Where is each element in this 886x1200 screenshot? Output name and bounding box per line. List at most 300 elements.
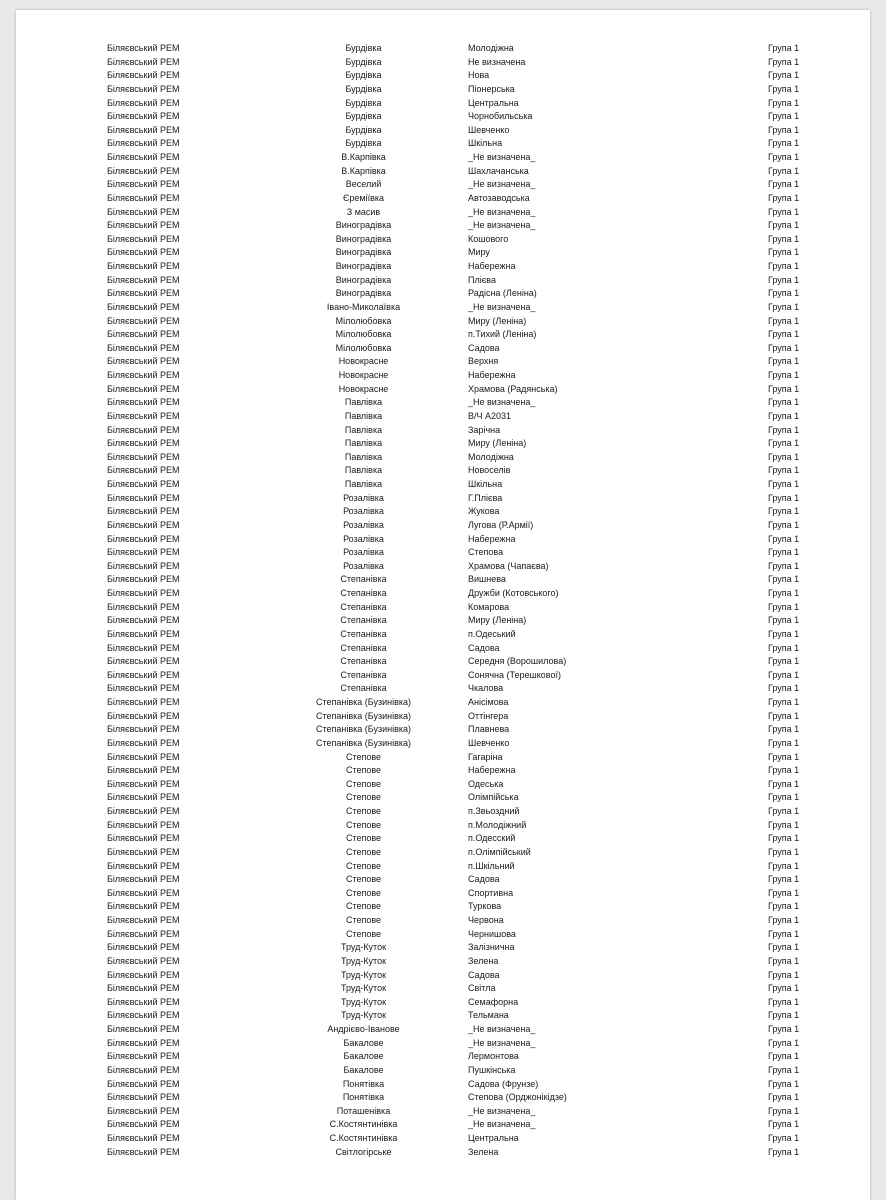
street-cell: Зарічна [468, 424, 501, 435]
table-row [16, 546, 870, 560]
street-cell: _Не визначена_ [468, 301, 536, 312]
street-cell: п.Олімпійський [468, 846, 531, 857]
street-cell: Дружби (Котовського) [468, 588, 559, 598]
rem-cell: Біляєвський РЕМ [107, 192, 180, 203]
locality-cell: Степанівка [340, 669, 387, 680]
locality-cell: Бурдівка [345, 70, 382, 81]
street-cell: Плавнева [468, 724, 510, 735]
rem-cell: Біляєвський РЕМ [107, 846, 180, 857]
document-page [16, 10, 870, 1200]
table-row [16, 383, 870, 397]
street-cell: Чернишова [468, 928, 516, 939]
locality-cell: Степанівка [340, 656, 387, 667]
group-cell: Група 1 [768, 233, 800, 244]
locality-cell: Труд-Куток [340, 942, 387, 953]
street-cell: Лермонтова [468, 1051, 519, 1062]
rem-cell: Біляєвський РЕМ [107, 261, 180, 271]
street-cell: Садова [468, 874, 500, 885]
table-row [16, 424, 870, 438]
rem-cell: Біляєвський РЕМ [107, 329, 180, 340]
table-row [16, 233, 870, 247]
street-cell: Новоселів [468, 465, 511, 476]
table-row [16, 642, 870, 656]
table-row [16, 696, 870, 710]
rem-cell: Біляєвський РЕМ [107, 220, 180, 231]
group-cell: Група 1 [768, 656, 800, 667]
group-cell: Група 1 [768, 315, 800, 326]
group-cell: Група 1 [768, 806, 800, 816]
table-row [16, 533, 870, 547]
table-row [16, 764, 870, 778]
table-row [16, 573, 870, 587]
locality-cell: З масив [346, 206, 381, 217]
street-cell: В/Ч А2031 [468, 410, 512, 421]
locality-cell: Степанівка (Бузинівка) [315, 724, 412, 735]
street-cell: Храмова (Чапаєва) [468, 560, 549, 571]
group-cell: Група 1 [768, 669, 800, 680]
street-cell: Шахлачанська [468, 165, 529, 176]
table-row [16, 737, 870, 751]
locality-cell: Степанівка [340, 615, 387, 626]
table-row [16, 805, 870, 819]
rem-cell: Біляєвський РЕМ [107, 942, 180, 953]
street-cell: Спортивна [468, 887, 514, 898]
table-row [16, 97, 870, 111]
street-cell: Пушкінська [468, 1064, 516, 1075]
group-cell: Група 1 [768, 983, 800, 994]
street-cell: Набережна [468, 370, 516, 380]
group-cell: Група 1 [768, 887, 800, 898]
rem-cell: Біляєвський РЕМ [107, 124, 180, 135]
locality-cell: Труд-Куток [340, 955, 387, 966]
street-cell: п.Одеський [468, 628, 516, 639]
table-row [16, 832, 870, 846]
group-cell: Група 1 [768, 506, 800, 517]
rem-cell: Біляєвський РЕМ [107, 1133, 180, 1143]
table-row [16, 819, 870, 833]
street-cell: Шкільна [468, 479, 503, 489]
rem-cell: Біляєвський РЕМ [107, 1051, 180, 1062]
locality-cell: Розалівка [343, 492, 384, 503]
table-row [16, 1105, 870, 1119]
locality-cell: Виноградівка [335, 288, 392, 299]
rem-cell: Біляєвський РЕМ [107, 669, 180, 680]
table-row [16, 928, 870, 942]
street-cell: _Не визначена_ [468, 206, 536, 217]
group-cell: Група 1 [768, 860, 800, 871]
locality-cell: Степанівка [340, 642, 387, 653]
table-row [16, 778, 870, 792]
rem-cell: Біляєвський РЕМ [107, 179, 180, 190]
locality-cell: В.Карпівка [341, 165, 386, 176]
street-cell: _Не визначена_ [468, 1024, 536, 1034]
locality-cell: Степанівка [340, 574, 387, 585]
group-cell: Група 1 [768, 533, 800, 544]
locality-cell: Світлогірське [335, 1146, 392, 1157]
rem-cell: Біляєвський РЕМ [107, 642, 180, 653]
street-cell: Плієва [468, 274, 496, 285]
group-cell: Група 1 [768, 942, 800, 953]
locality-cell: Бакалове [343, 1064, 384, 1075]
locality-cell: Новокрасне [338, 370, 389, 380]
group-cell: Група 1 [768, 724, 800, 735]
table-row [16, 478, 870, 492]
table-row [16, 505, 870, 519]
locality-cell: С.Костянтинівка [329, 1133, 398, 1143]
locality-cell: Степанівка [340, 683, 387, 694]
locality-cell: Бурдівка [345, 83, 382, 94]
rem-cell: Біляєвський РЕМ [107, 901, 180, 912]
locality-cell: Степове [345, 778, 382, 789]
locality-cell: Виноградівка [335, 220, 392, 231]
group-cell: Група 1 [768, 751, 800, 762]
rem-cell: Біляєвський РЕМ [107, 874, 180, 885]
group-cell: Група 1 [768, 955, 800, 966]
rem-cell: Біляєвський РЕМ [107, 983, 180, 994]
locality-cell: Бакалове [343, 1051, 384, 1062]
table-row [16, 301, 870, 315]
street-cell: Автозаводська [468, 192, 530, 203]
locality-cell: Виноградівка [335, 261, 392, 271]
locality-cell: Степове [345, 833, 382, 844]
table-row [16, 342, 870, 356]
rem-cell: Біляєвський РЕМ [107, 996, 180, 1007]
locality-cell: Розалівка [343, 547, 384, 558]
street-cell: Центральна [468, 1133, 519, 1143]
group-cell: Група 1 [768, 138, 800, 149]
group-cell: Група 1 [768, 56, 800, 67]
locality-cell: Павлівка [344, 451, 383, 462]
table-row [16, 914, 870, 928]
rem-cell: Біляєвський РЕМ [107, 806, 180, 816]
locality-cell: Веселий [345, 179, 382, 190]
street-cell: Середня (Ворошилова) [468, 656, 567, 667]
rem-cell: Біляєвський РЕМ [107, 397, 180, 408]
rem-cell: Біляєвський РЕМ [107, 165, 180, 176]
street-cell: Центральна [468, 97, 519, 108]
street-cell: _Не визначена_ [468, 1037, 536, 1048]
street-cell: п.Шкільний [468, 860, 515, 871]
table-row [16, 1037, 870, 1051]
table-row [16, 274, 870, 288]
group-cell: Група 1 [768, 519, 800, 530]
group-cell: Група 1 [768, 996, 800, 1007]
locality-cell: Виноградівка [335, 233, 392, 244]
locality-cell: Бакалове [343, 1037, 384, 1048]
locality-cell: Труд-Куток [340, 996, 387, 1007]
rem-cell: Біляєвський РЕМ [107, 887, 180, 898]
table-row [16, 369, 870, 383]
group-cell: Група 1 [768, 969, 800, 980]
street-cell: Зелена [468, 1146, 499, 1157]
rem-cell: Біляєвський РЕМ [107, 465, 180, 476]
group-cell: Група 1 [768, 901, 800, 912]
table-row [16, 137, 870, 151]
group-cell: Група 1 [768, 424, 800, 435]
table-row [16, 42, 870, 56]
group-cell: Група 1 [768, 152, 800, 162]
rem-cell: Біляєвський РЕМ [107, 288, 180, 299]
street-cell: п.Одесский [468, 833, 516, 844]
rem-cell: Біляєвський РЕМ [107, 83, 180, 94]
group-cell: Група 1 [768, 588, 800, 598]
street-cell: Одеська [468, 778, 504, 789]
rem-cell: Біляєвський РЕМ [107, 152, 180, 162]
group-cell: Група 1 [768, 492, 800, 503]
rem-cell: Біляєвський РЕМ [107, 1119, 180, 1130]
street-cell: Набережна [468, 533, 516, 544]
locality-cell: Труд-Куток [340, 1010, 387, 1021]
rem-cell: Біляєвський РЕМ [107, 70, 180, 81]
locality-cell: Павлівка [344, 438, 383, 449]
group-cell: Група 1 [768, 1133, 800, 1143]
table-row [16, 110, 870, 124]
rem-cell: Біляєвський РЕМ [107, 383, 180, 394]
street-cell: Миру (Леніна) [468, 615, 527, 626]
street-cell: п.Молодіжний [468, 819, 527, 830]
group-cell: Група 1 [768, 288, 800, 299]
group-cell: Група 1 [768, 642, 800, 653]
group-cell: Група 1 [768, 574, 800, 585]
group-cell: Група 1 [768, 1037, 800, 1048]
group-cell: Група 1 [768, 560, 800, 571]
locality-cell: Понятівка [342, 1078, 385, 1089]
table-row [16, 723, 870, 737]
group-cell: Група 1 [768, 737, 800, 748]
table-row [16, 846, 870, 860]
table-row [16, 601, 870, 615]
street-cell: _Не визначена_ [468, 1105, 536, 1116]
rem-cell: Біляєвський РЕМ [107, 833, 180, 844]
locality-cell: Павлівка [344, 424, 383, 435]
group-cell: Група 1 [768, 247, 800, 258]
rem-cell: Біляєвський РЕМ [107, 1105, 180, 1116]
group-cell: Група 1 [768, 601, 800, 612]
locality-cell: Івано-Миколаївка [326, 301, 401, 312]
rem-cell: Біляєвський РЕМ [107, 1064, 180, 1075]
table-row [16, 941, 870, 955]
rem-cell: Біляєвський РЕМ [107, 1078, 180, 1089]
rem-cell: Біляєвський РЕМ [107, 601, 180, 612]
rem-cell: Біляєвський РЕМ [107, 479, 180, 489]
locality-cell: Степанівка (Бузинівка) [315, 737, 412, 748]
group-cell: Група 1 [768, 165, 800, 176]
group-cell: Група 1 [768, 383, 800, 394]
rem-cell: Біляєвський РЕМ [107, 1146, 180, 1157]
table-row [16, 614, 870, 628]
group-cell: Група 1 [768, 97, 800, 108]
group-cell: Група 1 [768, 206, 800, 217]
locality-cell: Бурдівка [345, 43, 382, 53]
rem-cell: Біляєвський РЕМ [107, 370, 180, 380]
table-row [16, 1050, 870, 1064]
locality-cell: Розалівка [343, 506, 384, 517]
table-row [16, 451, 870, 465]
street-cell: Тельмана [468, 1010, 509, 1021]
street-cell: п.Звьоздний [468, 806, 520, 816]
rem-cell: Біляєвський РЕМ [107, 1037, 180, 1048]
group-cell: Група 1 [768, 479, 800, 489]
locality-cell: Мілолюбовка [335, 342, 392, 353]
street-cell: Радісна (Леніна) [468, 288, 537, 299]
group-cell: Група 1 [768, 1064, 800, 1075]
locality-cell: Бурдівка [345, 124, 382, 135]
locality-cell: Степове [345, 765, 382, 776]
group-cell: Група 1 [768, 438, 800, 449]
table-row [16, 165, 870, 179]
group-cell: Група 1 [768, 397, 800, 408]
table-row [16, 1132, 870, 1146]
rem-cell: Біляєвський РЕМ [107, 424, 180, 435]
rem-cell: Біляєвський РЕМ [107, 56, 180, 67]
locality-cell: Степанівка (Бузинівка) [315, 697, 412, 707]
street-cell: Кошового [468, 233, 509, 244]
group-cell: Група 1 [768, 1010, 800, 1021]
rem-cell: Біляєвський РЕМ [107, 506, 180, 517]
street-cell: Нова [468, 70, 490, 81]
rem-cell: Біляєвський РЕМ [107, 233, 180, 244]
group-cell: Група 1 [768, 1078, 800, 1089]
rem-cell: Біляєвський РЕМ [107, 860, 180, 871]
group-cell: Група 1 [768, 410, 800, 421]
table-row [16, 860, 870, 874]
locality-cell: Степове [345, 860, 382, 871]
table-row [16, 1118, 870, 1132]
group-cell: Група 1 [768, 370, 800, 380]
table-row [16, 219, 870, 233]
rem-cell: Біляєвський РЕМ [107, 1024, 180, 1034]
rem-cell: Біляєвський РЕМ [107, 410, 180, 421]
table-row [16, 628, 870, 642]
locality-cell: Степанівка [340, 628, 387, 639]
locality-cell: Єреміївка [342, 192, 385, 203]
table-row [16, 873, 870, 887]
rem-cell: Біляєвський РЕМ [107, 1092, 180, 1103]
group-cell: Група 1 [768, 615, 800, 626]
table-row [16, 206, 870, 220]
street-cell: Вишнева [468, 574, 506, 585]
street-cell: Анісімова [468, 697, 509, 707]
street-cell: Молодіжна [468, 43, 514, 53]
street-cell: Сонячна (Терешкової) [468, 669, 561, 680]
table-row [16, 751, 870, 765]
table-row [16, 464, 870, 478]
table-row [16, 669, 870, 683]
group-cell: Група 1 [768, 1051, 800, 1062]
street-cell: Олімпійська [468, 792, 519, 803]
rem-cell: Біляєвський РЕМ [107, 138, 180, 149]
locality-cell: Виноградівка [335, 274, 392, 285]
rem-cell: Біляєвський РЕМ [107, 724, 180, 735]
locality-cell: Степове [345, 874, 382, 885]
locality-cell: Степове [345, 819, 382, 830]
rem-cell: Біляєвський РЕМ [107, 588, 180, 598]
rem-cell: Біляєвський РЕМ [107, 111, 180, 122]
rem-cell: Біляєвський РЕМ [107, 547, 180, 558]
street-cell: Набережна [468, 765, 516, 776]
group-cell: Група 1 [768, 1146, 800, 1157]
street-cell: Гагаріна [468, 751, 503, 762]
group-cell: Група 1 [768, 683, 800, 694]
rem-cell: Біляєвський РЕМ [107, 928, 180, 939]
table-row [16, 587, 870, 601]
street-cell: Піонерська [468, 83, 515, 94]
street-cell: Не визначена [468, 56, 526, 67]
locality-cell: Труд-Куток [340, 969, 387, 980]
rem-cell: Біляєвський РЕМ [107, 792, 180, 803]
rem-cell: Біляєвський РЕМ [107, 1010, 180, 1021]
street-cell: Набережна [468, 261, 516, 271]
locality-cell: Степове [345, 915, 382, 925]
locality-cell: Бурдівка [345, 56, 382, 67]
rem-cell: Біляєвський РЕМ [107, 356, 180, 367]
locality-cell: Розалівка [343, 533, 384, 544]
table-row [16, 178, 870, 192]
group-cell: Група 1 [768, 301, 800, 312]
table-row [16, 955, 870, 969]
street-cell: Туркова [468, 901, 502, 912]
table-row [16, 710, 870, 724]
locality-cell: Андрієво-Іванове [327, 1024, 400, 1034]
street-cell: Верхня [468, 356, 499, 367]
locality-cell: Бурдівка [345, 138, 382, 149]
group-cell: Група 1 [768, 874, 800, 885]
table-row [16, 887, 870, 901]
street-cell: _Не визначена_ [468, 152, 536, 162]
group-cell: Група 1 [768, 179, 800, 190]
table-row [16, 410, 870, 424]
group-cell: Група 1 [768, 451, 800, 462]
table-row [16, 682, 870, 696]
rem-cell: Біляєвський РЕМ [107, 628, 180, 639]
rem-cell: Біляєвський РЕМ [107, 819, 180, 830]
street-cell: Шевченко [468, 124, 510, 135]
rem-cell: Біляєвський РЕМ [107, 533, 180, 544]
street-cell: Залізнична [468, 942, 515, 953]
locality-cell: Павлівка [344, 397, 383, 408]
group-cell: Група 1 [768, 819, 800, 830]
locality-cell: Павлівка [344, 479, 383, 489]
street-cell: Садова [468, 642, 500, 653]
group-cell: Група 1 [768, 1024, 800, 1034]
rem-cell: Біляєвський РЕМ [107, 492, 180, 503]
group-cell: Група 1 [768, 846, 800, 857]
rem-cell: Біляєвський РЕМ [107, 43, 180, 53]
street-cell: Світла [468, 983, 496, 994]
street-cell: Садова [468, 342, 500, 353]
table-row [16, 83, 870, 97]
group-cell: Група 1 [768, 261, 800, 271]
table-row [16, 355, 870, 369]
rem-cell: Біляєвський РЕМ [107, 710, 180, 721]
group-cell: Група 1 [768, 833, 800, 844]
table-row [16, 328, 870, 342]
locality-cell: Розалівка [343, 519, 384, 530]
locality-cell: С.Костянтинівка [329, 1119, 398, 1130]
street-cell: Садова [468, 969, 500, 980]
rem-cell: Біляєвський РЕМ [107, 969, 180, 980]
street-cell: Семафорна [468, 996, 519, 1007]
table-row [16, 260, 870, 274]
group-cell: Група 1 [768, 778, 800, 789]
locality-cell: Степове [345, 928, 382, 939]
group-cell: Група 1 [768, 1092, 800, 1103]
table-row [16, 396, 870, 410]
table-row [16, 1078, 870, 1092]
street-cell: Шевченко [468, 737, 510, 748]
locality-cell: Виноградівка [335, 247, 392, 258]
locality-cell: Степове [345, 751, 382, 762]
